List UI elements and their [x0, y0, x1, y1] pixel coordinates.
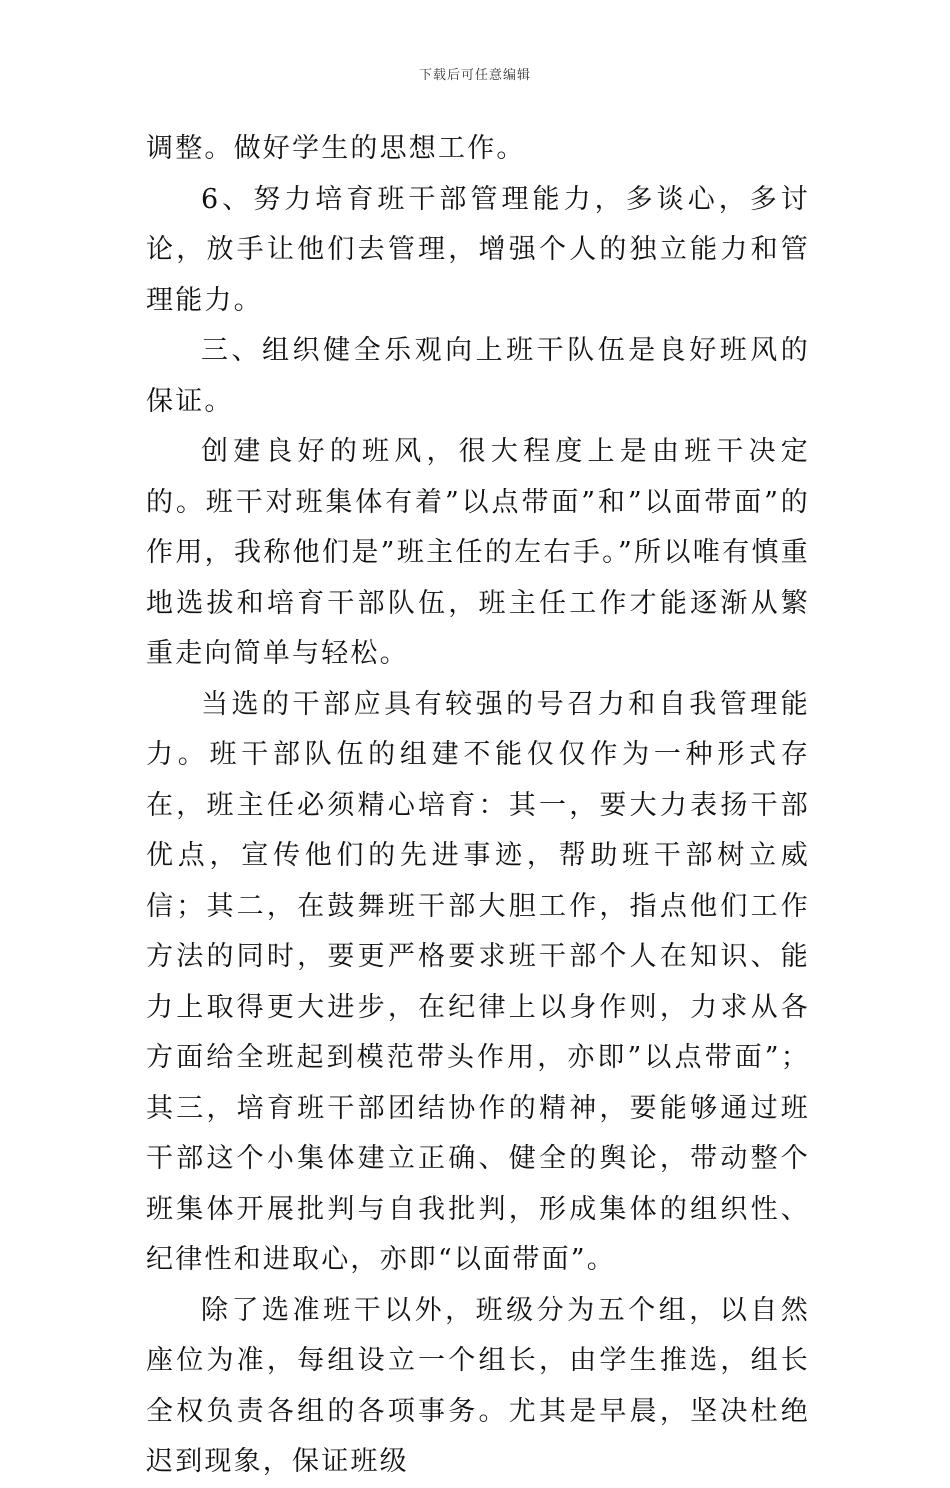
paragraph-2: 6、努力培育班干部管理能力，多谈心，多讨论，放手让他们去管理，增强个人的独立能力和管理能力。	[146, 183, 810, 316]
page-header-note: 下载后可任意编辑	[418, 68, 531, 83]
paragraph-3: 三、组织健全乐观向上班干队伍是良好班风的保证。	[146, 335, 810, 417]
document-body	[146, 124, 810, 1488]
paragraph-4: 创建良好的班风，很大程度上是由班干决定的。班干对班集体有着”以点带面”和”以面带面”的作用，我称他们是”班主任的左右手。”所以唯有慎重地选拔和培育干部队伍，班主任工作才能逐渐从繁重走向简单与轻松。	[146, 436, 810, 669]
paragraph-6: 除了选准班干以外，班级分为五个组，以自然座位为准，每组设立一个组长，由学生推选，组长全权负责各组的各项事务。尤其是早晨，坚决杜绝迟到现象，保证班级	[146, 1294, 810, 1477]
paragraph-5: 当选的干部应具有较强的号召力和自我管理能力。班干部队伍的组建不能仅仅作为一种形式存在，班主任必须精心培育：其一，要大力表扬干部优点，宣传他们的先进事迹，帮助班干部树立威信；其二，在鼓舞班干部大胆工作，指点他们工作方法的同时，要更严格要求班干部个人在知识、能力上取得更大进步，在纪律上以身作则，力求从各方面给全班起到模范带头作用，亦即”以点带面”；其三，培育班干部团结协作的精神，要能够通过班干部这个小集体建立正确、健全的舆论，带动整个班集体开展批判与自我批判，形成集体的组织性、纪律性和进取心，亦即“以面带面”。	[146, 688, 810, 1275]
paragraph-1: 调整。做好学生的思想工作。	[146, 133, 526, 164]
